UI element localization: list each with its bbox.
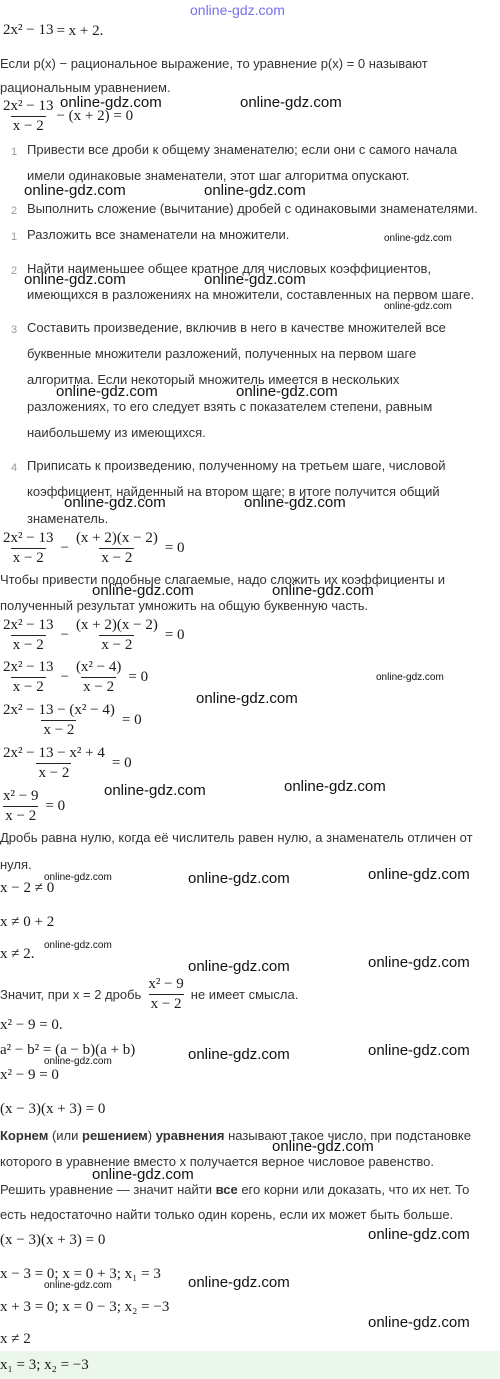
not-equal-2: x ≠ 0 + 2: [0, 914, 55, 930]
watermark: online-gdz.com: [44, 872, 112, 883]
watermark: online-gdz.com: [384, 233, 452, 244]
eq4-rest: = 0: [128, 669, 149, 685]
eq4-numerator-1: 2x² − 13: [3, 659, 54, 675]
watermark: online-gdz.com: [368, 954, 470, 971]
equation-2: $\frac{\text{2x² − 13}}{x - 2}$ − $\frac{(x + 2)(x - 2)}{x - 2}$ = 0: [3, 530, 185, 566]
watermark: online-gdz.com: [236, 383, 338, 400]
similar-line-1: Чтобы привести подобные слагаемые, надо сложить их коэффициенты и: [0, 572, 445, 587]
watermark: online-gdz.com: [376, 672, 444, 683]
watermark: online-gdz.com: [188, 1274, 290, 1291]
watermark: online-gdz.com: [188, 870, 290, 887]
watermark: online-gdz.com: [272, 1138, 374, 1155]
watermark: online-gdz.com: [368, 866, 470, 883]
solve-def-text-1: Решить уравнение — значит найти: [0, 1182, 216, 1197]
watermark: online-gdz.com: [24, 182, 126, 199]
watermark: online-gdz.com: [284, 778, 386, 795]
watermark: online-gdz.com: [368, 1042, 470, 1059]
definition-line-1: Если p(x) − рациональное выражение, то уравнение p(x) = 0 называют: [0, 56, 428, 71]
watermark: online-gdz.com: [240, 94, 342, 111]
meaning-denominator: x − 2: [150, 996, 182, 1012]
eq7-rest: = 0: [45, 798, 66, 814]
eq4-denominator-2: x − 2: [83, 679, 115, 695]
definition-line-2: рациональным уравнением.: [0, 80, 171, 95]
step-b3-line-5: наибольшему из имеющихся.: [27, 425, 206, 440]
not-equal-3: x ≠ 2.: [0, 946, 35, 962]
equation-3: $\frac{\text{2x² − 13}}{x - 2}$ − $\frac{(x + 2)(x - 2)}{x - 2}$ = 0: [3, 617, 185, 653]
step-a1-number: 1: [11, 146, 18, 158]
watermark: online-gdz.com: [272, 582, 374, 599]
not-equal-1: x − 2 ≠ 0: [0, 880, 55, 896]
root-def-bold-3: уравнения: [155, 1128, 225, 1143]
eq2-denominator-2: x − 2: [101, 550, 133, 566]
root-definition-line-1: [0, 1128, 471, 1144]
step-b3-line-4: разложениях, то его следует взять с показателем степени, равным: [27, 399, 433, 414]
watermark: online-gdz.com: [384, 301, 452, 312]
eq6-rest: = 0: [111, 755, 132, 771]
step-a1-line-2: имели одинаковые знаменатели, этот шаг алгоритма опускают.: [27, 168, 410, 183]
watermark: online-gdz.com: [92, 582, 194, 599]
step-b2-line-1: Найти наименьшее общее кратное для числовых коэффициентов,: [27, 261, 432, 276]
zero-rule-line-2: нуля.: [0, 857, 32, 872]
root-def-text-2: ): [147, 1128, 156, 1143]
eq6-numerator: 2x² − 13 − x² + 4: [3, 745, 105, 761]
solve-definition-line-2: есть недостаточно найти только один корень, если их может быть больше.: [0, 1207, 454, 1222]
line-a: x² − 9 = 0.: [0, 1017, 63, 1033]
solve-def-bold: все: [215, 1182, 238, 1197]
watermark: online-gdz.com: [92, 1166, 194, 1183]
watermark: online-gdz.com: [24, 271, 126, 288]
meaning-numerator: x² − 9: [148, 976, 184, 992]
line-g: x + 3 = 0; x = 0 − 3; x₂ = −3: [0, 1299, 170, 1315]
meaning-pre: Значит, при x = 2 дробь: [0, 986, 142, 1002]
answer-box: [0, 1351, 500, 1379]
step-a1-line-1: Привести все дроби к общему знаменателю; если они с самого начала: [27, 142, 458, 157]
step-b2-number: 2: [11, 265, 18, 277]
step-b4-line-3: знаменатель.: [27, 511, 109, 526]
root-def-text-3: называют такое число, при подстановке: [224, 1128, 471, 1143]
equation-5: [0, 702, 146, 739]
line-c: x² − 9 = 0: [0, 1067, 59, 1083]
eq3-numerator-2: (x + 2)(x − 2): [75, 617, 158, 633]
step-b4-number: 4: [11, 462, 18, 474]
step-b3-line-1: Составить произведение, включив в него в качестве множителей все: [27, 320, 446, 335]
step-b3-line-3: алгоритма. Если некоторый множитель имеется в нескольких: [27, 372, 400, 387]
similar-line-2: полученный результат умножить на общую буквенную часть.: [0, 598, 369, 613]
eq5-rest: = 0: [121, 712, 142, 728]
watermark: online-gdz.com: [244, 494, 346, 511]
equation-6: [0, 745, 136, 782]
line-e: (x − 3)(x + 3) = 0: [0, 1232, 106, 1248]
watermark: online-gdz.com: [368, 1226, 470, 1243]
watermark: online-gdz.com: [44, 1280, 112, 1291]
eq2-rest: = 0: [164, 540, 185, 556]
meaning-post: не имеет смысла.: [190, 986, 299, 1002]
line-h: x ≠ 2: [0, 1331, 31, 1347]
root-def-text-1: (или: [48, 1128, 83, 1143]
watermark: online-gdz.com: [204, 182, 306, 199]
step-b3-line-2: буквенные множители разложений, полученных на первом шаге: [27, 346, 417, 361]
solve-definition-line-1: [0, 1182, 469, 1198]
eq3-denominator-2: x − 2: [101, 637, 133, 653]
eq2-denominator-1: x − 2: [12, 550, 44, 566]
watermark-top: online-gdz.com: [190, 2, 285, 18]
watermark: online-gdz.com: [188, 958, 290, 975]
root-def-bold-2: решением: [82, 1128, 148, 1143]
watermark: online-gdz.com: [196, 690, 298, 707]
eq1-rest: − (x + 2) = 0: [56, 108, 134, 124]
watermark: online-gdz.com: [44, 1056, 112, 1067]
eq2-numerator-1: 2x² − 13: [3, 530, 54, 546]
root-definition-line-2: которого в уравнение вместо x получается верное числовое равенство.: [0, 1154, 435, 1169]
top-eq-numerator: 2x² − 13: [3, 22, 54, 38]
eq4-denominator-1: x − 2: [12, 679, 44, 695]
step-b1-number: 1: [11, 231, 18, 243]
top-eq-rest: = x + 2.: [56, 23, 104, 39]
answer-text: x₁ = 3; x₂ = −3: [0, 1357, 89, 1373]
eq3-rest: = 0: [164, 627, 185, 643]
watermark: online-gdz.com: [368, 1314, 470, 1331]
watermark: online-gdz.com: [204, 271, 306, 288]
eq5-numerator: 2x² − 13 − (x² − 4): [3, 702, 115, 718]
eq1-denominator: x − 2: [12, 118, 44, 134]
step-a2-line-1: Выполнить сложение (вычитание) дробей с одинаковыми знаменателями.: [27, 201, 478, 216]
eq5-denominator: x − 2: [43, 722, 75, 738]
eq6-denominator: x − 2: [38, 765, 70, 781]
line-b: a² − b² = (a − b)(a + b): [0, 1042, 136, 1058]
line-d: (x − 3)(x + 3) = 0: [0, 1101, 106, 1117]
root-def-bold-1: Корнем: [0, 1128, 49, 1143]
eq3-denominator-1: x − 2: [12, 637, 44, 653]
meaning-line: [0, 976, 298, 1013]
line-f: x − 3 = 0; x = 0 + 3; x₁ = 3: [0, 1266, 161, 1282]
eq3-numerator-1: 2x² − 13: [3, 617, 54, 633]
equation-7: [0, 788, 69, 825]
step-b1-line-1: Разложить все знаменатели на множители.: [27, 227, 290, 242]
eq2-numerator-2: (x + 2)(x − 2): [75, 530, 158, 546]
eq4-numerator-2: (x² − 4): [75, 659, 122, 675]
eq1-numerator: 2x² − 13: [3, 98, 54, 114]
solve-def-text-2: его корни или доказать, что их нет. То: [237, 1182, 470, 1197]
zero-rule-line-1: Дробь равна нулю, когда её числитель равен нулю, а знаменатель отличен от: [0, 830, 473, 845]
step-a2-number: 2: [11, 205, 18, 217]
top-equation: [0, 22, 103, 59]
step-b4-line-1: Приписать к произведению, полученному на третьем шаге, числовой: [27, 458, 446, 473]
watermark: online-gdz.com: [44, 940, 112, 951]
watermark: online-gdz.com: [188, 1046, 290, 1063]
step-b2-line-2: имеющихся в разложениях на множители, составленных на первом шаге.: [27, 287, 475, 302]
equation-4: $\frac{\text{2x² − 13}}{x - 2}$ − $\frac{\text{(x² − 4)}}{x - 2}$ = 0: [3, 659, 149, 695]
step-b4-line-2: коэффициент, найденный на втором шаге; в итоге получится общий: [27, 484, 440, 499]
step-b3-number: 3: [11, 324, 18, 336]
eq7-denominator: x − 2: [5, 808, 37, 824]
watermark: online-gdz.com: [60, 94, 162, 111]
watermark: online-gdz.com: [56, 383, 158, 400]
eq7-numerator: x² − 9: [3, 788, 39, 804]
watermark: online-gdz.com: [64, 494, 166, 511]
watermark: online-gdz.com: [104, 782, 206, 799]
